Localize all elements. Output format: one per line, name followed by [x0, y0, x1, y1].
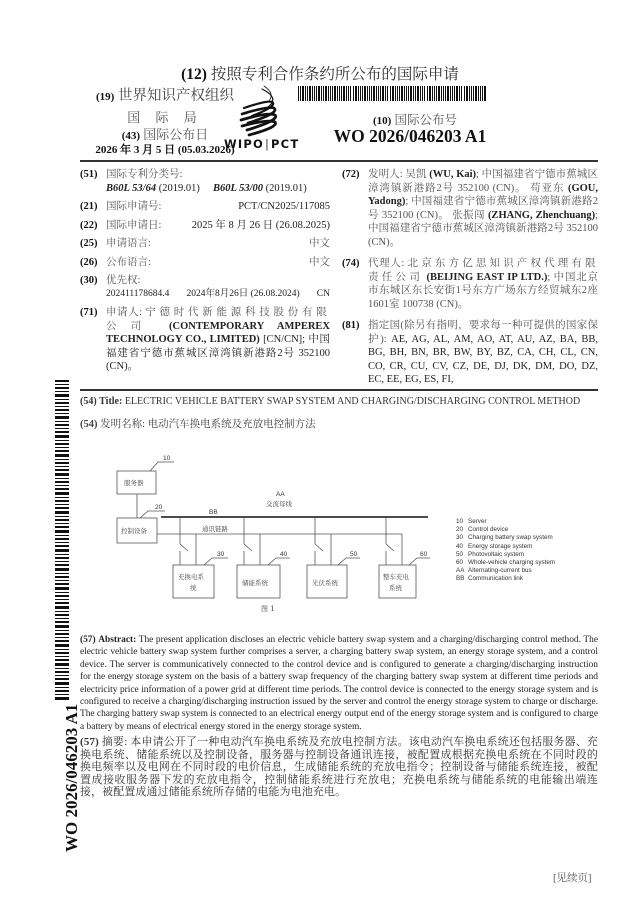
field-22-app-date: [80, 219, 330, 233]
field-code: (30): [80, 275, 98, 286]
legend-item: 50 Photovoltaic system: [456, 550, 524, 558]
inventor-1-address: ; 中国福建省宁德市蕉城区漳湾镇新港路2号 352100 (CN)。: [368, 169, 599, 194]
ref-60: 60: [420, 551, 428, 558]
swap-system-label-2: 统: [190, 584, 197, 592]
designated-countries: AE, AG, AL, AM, AO, AT, AU, AZ, BA, BB, BG, BH, BN, BR, BW, BY, BZ, CA, CH, CL, CN, CO, CR, CU, CV, CZ, DE, DJ, DK, DM, DO, DZ, EC, EE, EG, ES, FI,: [368, 333, 598, 385]
aa-label: AA: [276, 491, 285, 498]
pub-date: 2026 年 3 月 5 日 (05.03.2026): [95, 144, 235, 156]
comm-link-label: 通讯链路: [202, 525, 228, 533]
applicant-name-zh: 宁德时代新能源科技股份有限公司: [106, 307, 330, 332]
field-label: 代理人:: [368, 258, 405, 269]
inventor-1-zh: 吴凯: [405, 169, 427, 180]
field-code: (21): [80, 201, 98, 212]
vehicle-charging-label-2: 系统: [389, 584, 402, 592]
swap-system-label: 充换电系: [178, 573, 204, 581]
field-81-designated-states: [342, 319, 598, 387]
ref-20: 20: [155, 504, 163, 511]
ref-30: 30: [217, 551, 225, 558]
title-en: [80, 396, 580, 407]
side-barcode: [55, 380, 69, 700]
legend-item: BB Communication link: [456, 575, 523, 583]
abstract-text-zh: 本申请公开了一种电动汽车换电系统及充放电控制方法。该电动汽车换电系统还包括服务器、充换电系统、储能系统以及控制设备，服务器与控制设备通讯连接，被配置成根据充换电系统在不同时段的换电频率以及电网在不同时段的电价信息，生成储能系统的充放电指令；控制设备与储能系统连接，被配置成接收服务器下发的充放电指令，控制储能系统进行充放电；充换电系统与储能系统的电能输出端连接，被配置成通过储能系统所存储的电能为电池充电。: [80, 736, 598, 799]
filing-language-value: 中文: [309, 238, 330, 249]
bibliographic-left-column: [80, 168, 330, 379]
abstract-label-zh: 摘要:: [101, 736, 128, 748]
title-divider: [80, 389, 598, 391]
abstract-zh: [80, 736, 598, 799]
inventor-1-en: (WU, Kai): [429, 169, 477, 180]
pub-no-label-text: 国际公布号: [394, 113, 457, 127]
pub-no-code: (10): [373, 115, 392, 127]
abstract-code: (57): [80, 635, 96, 645]
abstract-en: [80, 634, 598, 733]
field-code: (26): [80, 256, 98, 268]
logo-pct: PCT: [271, 137, 300, 151]
agent-name-zh: 北京东方亿思知识产权代理有限责任公司: [368, 258, 599, 283]
server-label: 服务器: [124, 479, 144, 487]
legend-item: 30 Charging battery swap system: [456, 534, 553, 542]
storage-system-label: 储能系统: [242, 579, 268, 587]
publication-type: [0, 62, 640, 84]
inventor-3-zh: 张振闯: [452, 209, 485, 221]
field-label: 申请语言:: [106, 238, 151, 249]
pub-type-text: 按照专利合作条约所公布的国际申请: [210, 66, 459, 83]
field-71-applicant: [80, 306, 330, 374]
abstract-label: Abstract:: [98, 635, 137, 645]
logo-sep: |: [264, 137, 271, 151]
agent-address: ; 中国北京市东城区东长安街1号东方广场东方经贸城东2座1601室 100738 (CN)。: [368, 271, 599, 310]
title-label-zh: 发明名称:: [100, 419, 146, 430]
abstract-code: (57): [80, 736, 99, 748]
title-code: (54): [80, 396, 97, 407]
org-code: (19): [96, 91, 115, 103]
barcode-top: [298, 86, 486, 101]
field-code: (72): [342, 169, 360, 180]
legend-item: AA Alternating-current bus: [456, 567, 532, 575]
abstract-text-en: The present application discloses an electric vehicle battery swap system and a charging/discharging control method. The electric vehicle battery swap system further comprises a server, a charging battery swap system, an energy storage system, and a control device. The server is communicatively connected to the control device and is configured to generate a charging/discharging instruction for the energy storage system on the basis of a battery swap frequency of the charging battery swap system at different time periods and electricity price information of a power grid at different time periods. The control device is connected to the energy storage system and is configured to receive a charging/discharging instruction issued by the server and control the energy storage system to charge or discharge. The charging battery swap system is connected to an electrical energy output end of the energy storage system and is configured to charge a battery by means of electrical energy stored in the energy storage system.: [80, 635, 598, 732]
ipc-class-2: B60L 53/00: [212, 182, 264, 194]
control-device-label: 控制设备: [121, 527, 147, 535]
inventor-2-zh: 苟亚东: [530, 182, 565, 194]
figure-caption: 图 1: [261, 605, 275, 613]
agent-name-en: (BEIJING EAST IP LTD.): [426, 271, 548, 283]
figure-legend: [456, 518, 555, 584]
title-value-en: ELECTRIC VEHICLE BATTERY SWAP SYSTEM AND CHARGING/DISCHARGING CONTROL METHOD: [124, 396, 581, 407]
field-label: 指定国(除另有指明，要求每一种可提供的国家保护):: [368, 320, 598, 345]
field-code: (74): [342, 258, 360, 269]
legend-item: 10 Server: [456, 518, 487, 525]
field-label: 公布语言:: [106, 256, 151, 268]
org-sub: 国 际 局: [127, 110, 203, 125]
field-label: 国际专利分类号:: [106, 169, 183, 180]
bb-label: BB: [209, 509, 218, 516]
figure-1-diagram: [100, 445, 440, 620]
legend-item: 20 Control device: [456, 526, 509, 534]
logo-wipo: WIPO: [224, 137, 264, 151]
pv-system-label: 光伏系统: [312, 579, 338, 587]
ipc-class-2-version: (2019.01): [265, 182, 307, 194]
side-pub-number: WO 2026/046203 A1: [62, 703, 81, 852]
title-code: (54): [80, 419, 98, 430]
applicant-name-en: (CONTEMPORARY AMPEREX TECHNOLOGY CO., LIMITED): [106, 320, 330, 345]
title-value-zh: 电动汽车换电系统及充放电控制方法: [147, 419, 316, 430]
field-code: (51): [80, 169, 98, 180]
field-label: 申请人:: [106, 307, 143, 318]
field-30-priority: [80, 274, 330, 301]
field-51-ipc: [80, 168, 330, 195]
field-label: 国际申请日:: [106, 219, 162, 231]
field-72-inventors: [342, 168, 598, 249]
field-74-agent: [342, 257, 598, 311]
field-code: (71): [80, 307, 98, 318]
title-label: Title:: [99, 396, 123, 407]
ipc-class-1: B60L 53/64: [106, 182, 157, 194]
field-25-filing-language: [80, 237, 330, 251]
field-code: (22): [80, 219, 98, 231]
header-divider: [80, 160, 598, 162]
inventor-2-address: ; 中国福建省宁德市蕉城区漳湾镇新港路2号 352100 (CN)。: [368, 196, 598, 221]
priority-date: 2024年8月26日 (26.08.2024): [186, 288, 300, 299]
field-label: 发明人:: [368, 169, 403, 180]
pub-type-code: (12): [181, 66, 207, 83]
priority-country: CN: [316, 288, 330, 299]
ac-bus-label: 交流母线: [266, 500, 292, 508]
pub-number: WO 2026/046203 A1: [333, 126, 487, 146]
pub-date-label-text: 国际公布日: [143, 127, 209, 142]
ref-40: 40: [280, 551, 288, 558]
app-date-value: 2025 年 8 月 26 日 (26.08.2025): [191, 219, 330, 231]
bibliographic-right-column: [342, 168, 598, 392]
inventor-3-en: (ZHANG, Zhenchuang): [487, 209, 596, 221]
wipo-pct-logo-text: [224, 137, 299, 151]
inventor-3-address: ; 中国福建省宁德市蕉城区漳湾镇新港路2号 352100 (CN)。: [368, 209, 599, 248]
ref-10: 10: [163, 455, 171, 462]
title-zh: [80, 416, 316, 431]
applicant-address: [CN/CN]; 中国福建省宁德市蕉城区漳湾镇新港路2号 352100 (CN)。: [106, 334, 330, 372]
ref-50: 50: [350, 551, 358, 558]
legend-item: 60 Whole-vehicle charging system: [456, 559, 556, 567]
inventor-2-en: (GOU, Yadong): [368, 182, 599, 207]
field-21-app-number: [80, 200, 330, 214]
field-label: 优先权:: [106, 275, 141, 286]
org-name: 世界知识产权组织: [117, 88, 234, 104]
legend-item: 40 Energy storage system: [456, 542, 533, 550]
field-code: (81): [342, 320, 360, 331]
continued-marker: [见续页]: [553, 873, 592, 884]
pub-date-code: (43): [121, 130, 141, 142]
app-number-value: PCT/CN2025/117085: [238, 201, 330, 212]
field-code: (25): [80, 238, 98, 249]
vehicle-charging-label: 整车充电: [383, 573, 409, 581]
field-label: 国际申请号:: [106, 201, 162, 212]
priority-number: 202411178684.4: [106, 288, 170, 299]
pub-language-value: 中文: [309, 256, 330, 268]
ipc-class-1-version: (2019.01): [158, 182, 200, 194]
field-26-pub-language: [80, 256, 330, 270]
